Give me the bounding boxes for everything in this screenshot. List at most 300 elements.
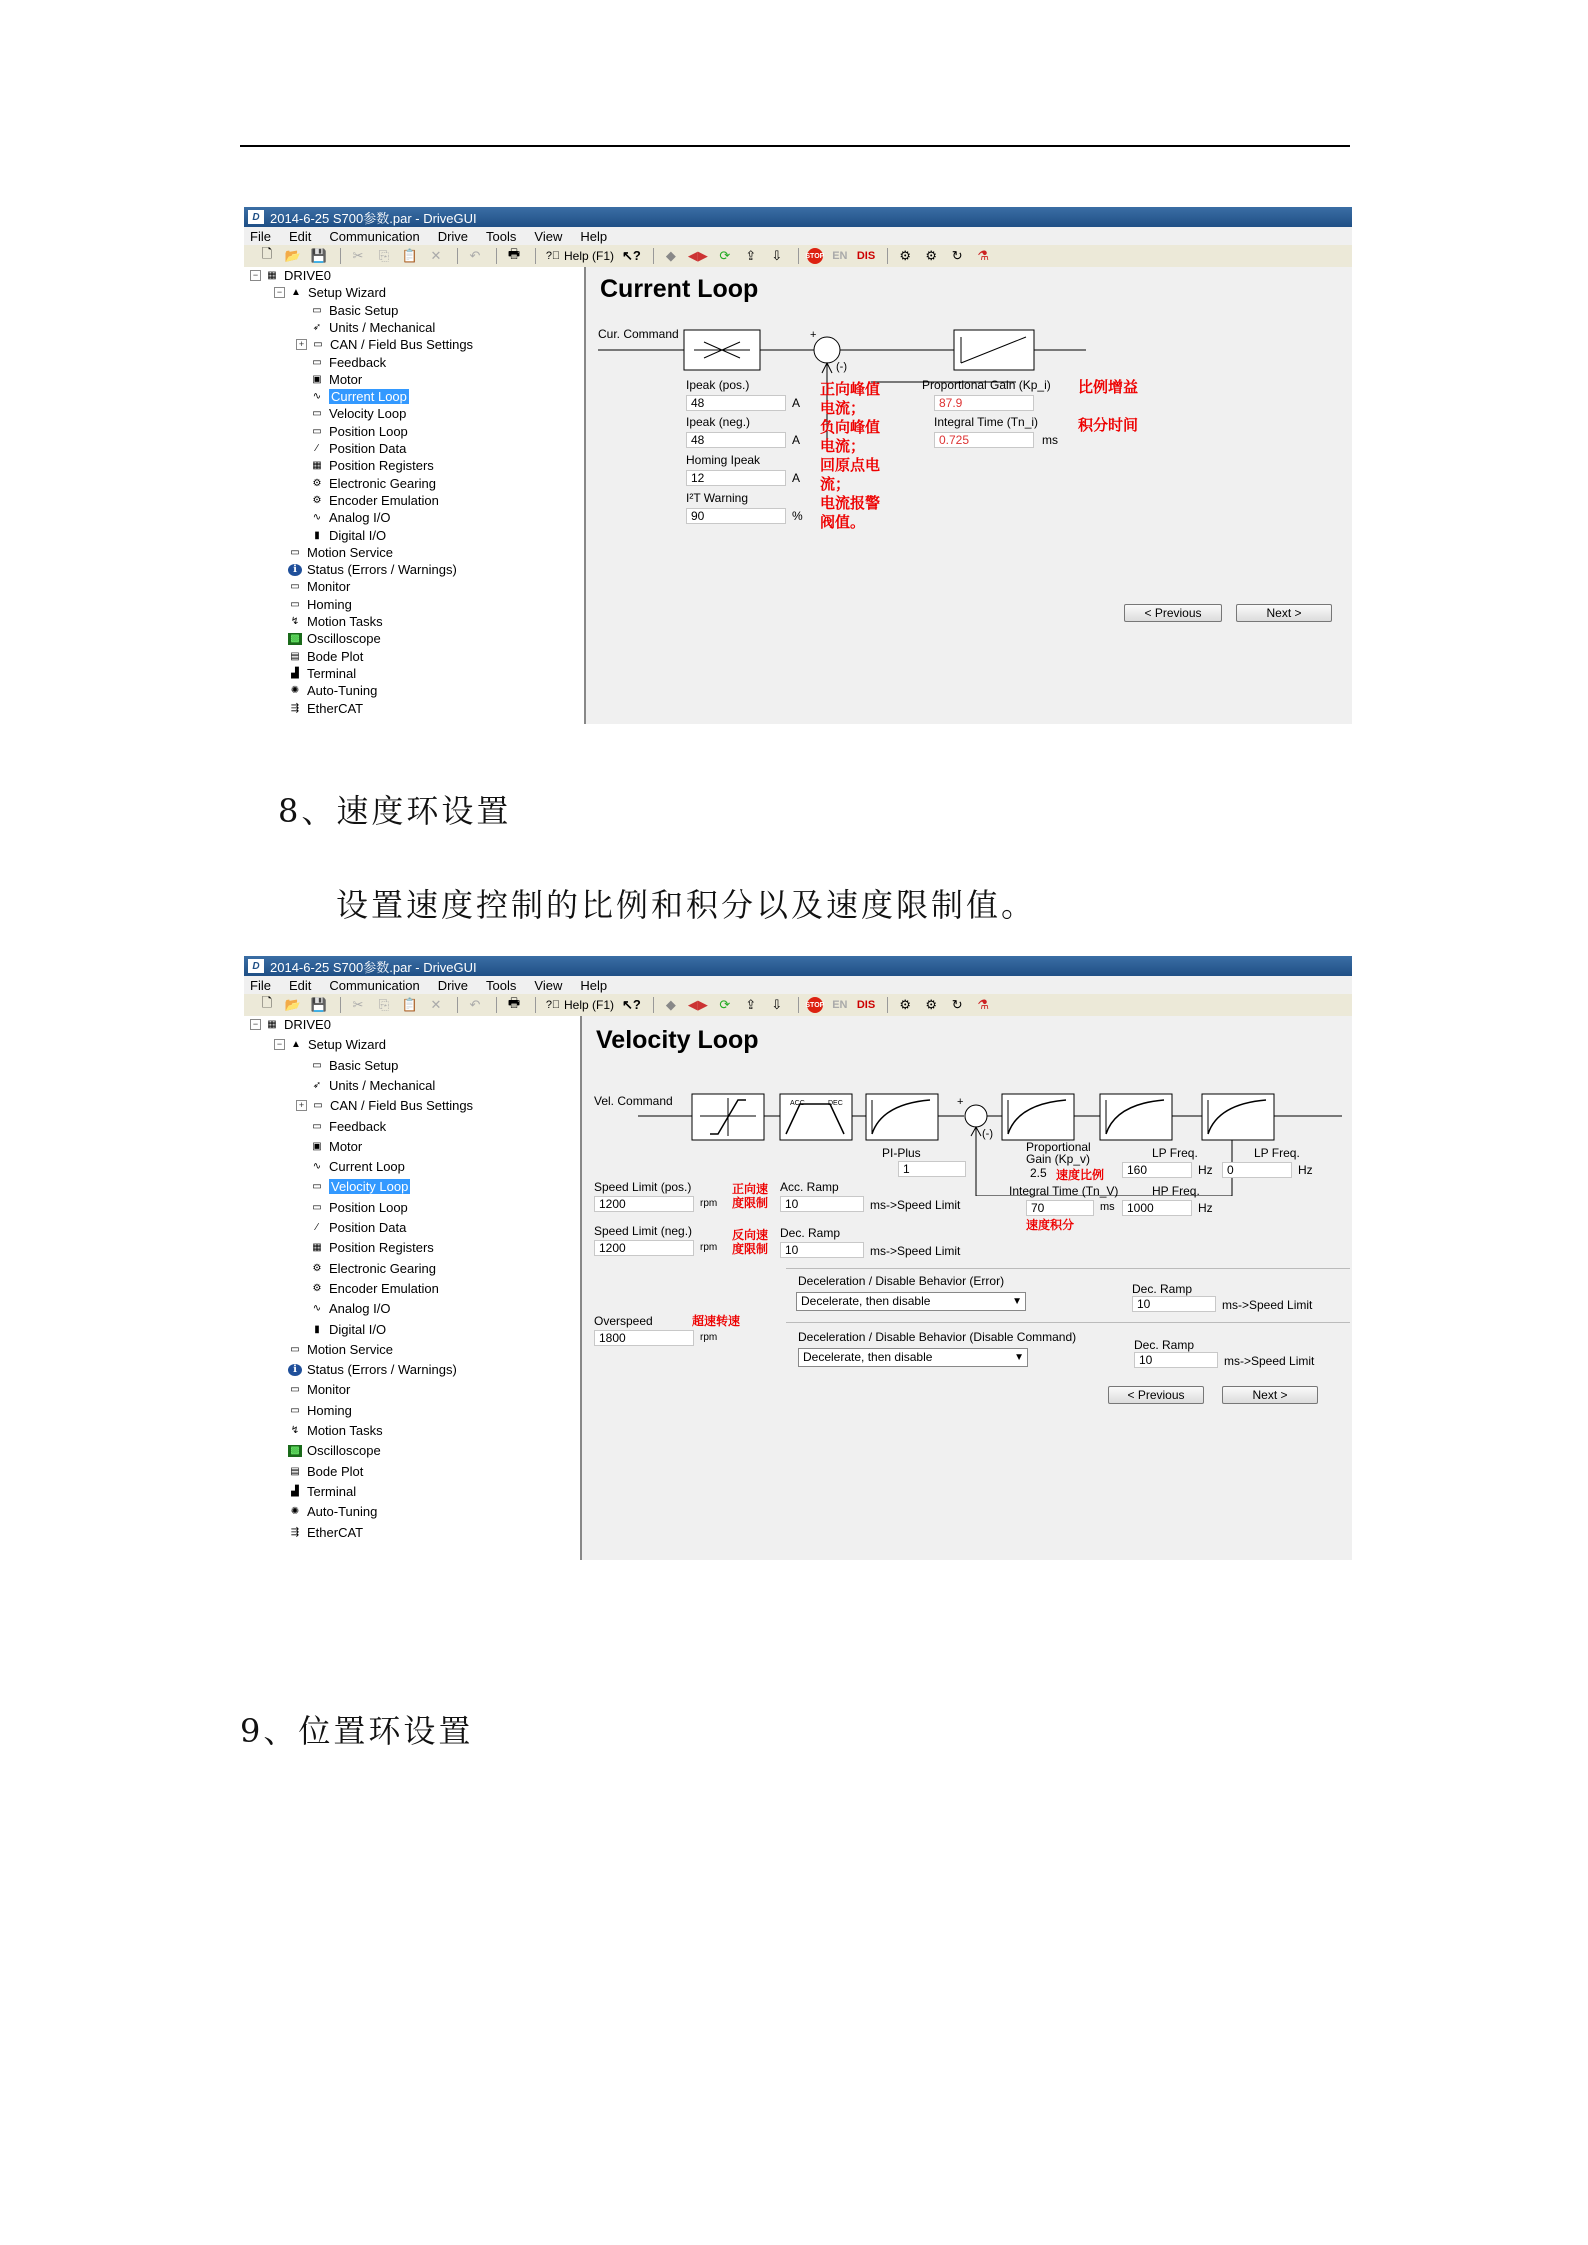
pencil-icon: ∕ [316,1222,318,1233]
tree-item-label: Monitor [307,1382,351,1398]
help-icon[interactable]: ?⃞ [545,250,561,262]
tree-item-monitor[interactable] [288,578,350,595]
toolbar-separator [653,997,654,1013]
disable-button[interactable]: DIS [856,999,876,1011]
page-icon: ▭ [312,1181,322,1193]
copy-icon[interactable]: ⎘ [378,997,390,1012]
disconnect-icon[interactable]: ◀▶ [687,997,708,1012]
tree-item-motor[interactable] [310,1138,362,1155]
analog-icon: ∿ [312,512,322,524]
acc-ramp-field[interactable]: 10 [780,1196,864,1212]
page-header-rule [240,145,1350,147]
decel-error-select[interactable]: Decelerate, then disable ▼ [796,1292,1026,1311]
tree-item-motor[interactable] [310,371,362,388]
print-icon[interactable]: 🖶 [507,246,521,261]
tree-item-label: Homing [307,596,352,612]
motion-tasks-icon: ↯ [290,1425,300,1436]
connect-icon[interactable]: ◆ [665,997,676,1012]
tree-item-terminal[interactable] [288,665,356,682]
upload-icon[interactable]: ⇪ [745,248,757,263]
decel-error-ramp-unit: ms->Speed Limit [1222,1298,1313,1312]
menu-tools[interactable]: Tools [486,977,517,993]
tree-item-units-mechanical[interactable] [310,319,435,336]
tree-item-label: Oscilloscope [307,631,381,647]
lp-freq-2-unit: Hz [1298,1163,1313,1177]
tree-item-label: Encoder Emulation [329,492,439,508]
download-icon[interactable]: ⇩ [771,248,783,263]
info-icon: ℹ [288,564,302,576]
tree-item-label: Setup Wizard [308,1037,387,1053]
tree-item-basic-setup[interactable] [310,1057,398,1074]
stop-icon[interactable]: STOP [807,248,823,264]
page-icon: ▭ [290,546,300,558]
menu-edit[interactable]: Edit [288,228,312,244]
flask-icon[interactable]: ⚗ [977,997,990,1012]
tree-item-motion-service[interactable] [288,544,393,561]
tree-item-label: Basic Setup [329,1057,399,1073]
tree-item-position-loop[interactable] [310,423,408,440]
tree-item-ethercat[interactable] [288,1524,363,1541]
tree-item-motion-tasks[interactable] [288,613,383,630]
overspeed-field[interactable]: 1800 [594,1330,694,1346]
motor-stop-icon[interactable]: ⚙ [925,997,938,1012]
dec-ramp-unit: ms->Speed Limit [870,1244,961,1258]
tree-item-label: Status (Errors / Warnings) [307,562,457,578]
bode-plot-icon: ▤ [290,1465,300,1477]
menu-file[interactable]: File [250,977,271,993]
tree-item-status-errors-warnings[interactable] [288,561,457,578]
tree-item-label: Motion Service [307,544,393,560]
tree-item-units-mechanical[interactable] [310,1077,435,1094]
tree-item-position-loop[interactable] [310,1199,408,1216]
tree-item-current-loop[interactable] [310,1158,405,1175]
tree-item-feedback[interactable] [310,1118,386,1135]
undo-icon[interactable]: ↶ [469,248,481,263]
tree-item-label: Terminal [307,665,357,681]
menu-drive[interactable]: Drive [437,977,469,993]
wizard-icon: ▲ [291,287,301,299]
tree-item-label: Motion Service [307,1341,393,1357]
open-folder-icon[interactable]: 📂 [284,997,302,1012]
motor-icon: ▣ [312,373,322,385]
cut-icon[interactable]: ✂ [352,997,364,1012]
refresh-icon[interactable]: ⟳ [719,997,731,1012]
terminal-icon: ▟ [291,1485,299,1497]
stop-icon[interactable]: STOP [807,997,823,1013]
annotation-kp-v: 速度比例 [1056,1168,1105,1182]
annotation-kp: 比例增益 [1078,379,1139,396]
tree-item-position-registers[interactable] [310,457,434,474]
previous-button[interactable]: < Previous [1108,1386,1204,1404]
page-icon: ▭ [312,1059,322,1071]
ipeak-neg-label: Ipeak (neg.) [686,415,751,429]
next-button[interactable]: Next > [1236,604,1332,622]
auto-tuning-icon: ✺ [290,1506,300,1518]
toolbar-separator [457,248,458,264]
disable-button[interactable]: DIS [856,250,876,262]
summing-minus-label: (-) [982,1128,993,1140]
tn-v-label: Integral Time (Tn_V) [1009,1184,1119,1198]
tree-item-basic-setup[interactable] [310,302,398,319]
monitor-icon: ▭ [290,1384,300,1396]
tree-item-homing[interactable] [288,596,352,613]
kp-i-field[interactable]: 87.9 [934,395,1034,411]
page-icon: ▭ [312,356,322,368]
window-title-bar [244,956,1352,976]
tree-item-label: Digital I/O [329,1321,387,1337]
homing-ipeak-label: Homing Ipeak [686,453,761,467]
context-help-icon[interactable]: ↖? [622,997,641,1012]
cur-command-label: Cur. Command [598,327,679,341]
drive-icon: ▦ [267,1019,277,1030]
annotation-speed-neg: 反向速 度限制 [732,1228,769,1256]
tree-root-drive[interactable] [250,267,331,284]
tree-item-electronic-gearing[interactable] [310,475,436,492]
speed-limit-neg-field[interactable]: 1200 [594,1240,694,1256]
new-file-icon[interactable]: 🗋 [261,246,273,261]
tree-item-homing[interactable] [288,1402,352,1419]
window-title: 2014-6-25 S700参数.par - DriveGUI [270,210,477,226]
menu-help[interactable]: Help [580,977,608,993]
decel-disable-select[interactable]: Decelerate, then disable ▼ [798,1348,1028,1367]
section-8-heading: 8、速度环设置 [278,792,512,830]
tree-item-auto-tuning[interactable] [288,682,377,699]
monitor-icon: ▭ [290,581,300,593]
tree-expander-icon[interactable]: − [250,270,261,281]
tn-i-field[interactable]: 0.725 [934,432,1034,448]
kp-v-field[interactable]: 2.5 [1030,1166,1047,1180]
tree-item-label: Electronic Gearing [329,1260,436,1276]
tree-item-terminal[interactable] [288,1483,356,1500]
save-icon[interactable]: 💾 [310,248,328,263]
encoder-icon: ⚙ [312,494,322,506]
drivegui-window-velocity-loop [244,956,1352,1560]
tree-item-position-data[interactable] [310,1219,406,1236]
ethercat-icon: ⇶ [290,702,300,714]
tree-item-label: Bode Plot [307,1463,364,1479]
menu-bar [244,227,1352,245]
tree-item-label: Electronic Gearing [329,475,436,491]
decel-disable-ramp-unit: ms->Speed Limit [1224,1354,1315,1368]
tree-item-motion-service[interactable] [288,1341,393,1358]
help-button[interactable]: Help (F1) [564,249,615,263]
tree-item-velocity-loop[interactable] [310,1178,410,1195]
page-icon: ▭ [312,408,322,420]
new-file-icon[interactable]: 🗋 [261,995,273,1010]
tree-item-label: Digital I/O [329,527,387,543]
tree-item-label: Current Loop [331,389,407,405]
toolbar-separator [340,997,341,1013]
bode-plot-icon: ▤ [290,650,300,662]
menu-communication[interactable]: Communication [329,977,420,993]
tree-item-analog-i-o[interactable] [310,1300,390,1317]
chevron-down-icon: ▼ [1012,1296,1022,1307]
window-title: 2014-6-25 S700参数.par - DriveGUI [270,959,477,975]
tn-i-label: Integral Time (Tn_i) [934,415,1039,429]
delete-icon[interactable]: ✕ [430,248,442,263]
page-title: Velocity Loop [596,1026,759,1054]
drive-tree [244,267,586,724]
tree-item-label: Position Data [329,1220,407,1235]
tree-expander-icon[interactable]: + [296,339,307,350]
network-icon: ▭ [313,339,323,351]
group-divider [786,1322,1350,1323]
summing-plus-label: + [957,1096,964,1108]
dec-label: DEC [828,1100,843,1107]
summing-minus-label: (-) [836,361,847,373]
toolbar-separator [887,997,888,1013]
menu-view[interactable]: View [534,977,563,993]
enable-button[interactable]: EN [832,250,848,262]
drivegui-app-icon: D [248,210,264,224]
flask-icon[interactable]: ⚗ [977,248,990,263]
tree-item-can-field-bus-settings[interactable] [296,336,473,353]
tree-item-motion-tasks[interactable] [288,1422,383,1439]
menu-communication[interactable]: Communication [329,228,420,244]
tree-item-feedback[interactable] [310,354,386,371]
vel-command-label: Vel. Command [594,1094,673,1108]
annotation-current-limits: 正向峰值 电流； 负向峰值 电流； 回原点电 流； 电流报警 阀值。 [820,381,881,531]
tree-item-label: DRIVE0 [284,1017,331,1032]
open-folder-icon[interactable]: 📂 [284,248,302,263]
paste-icon[interactable]: 📋 [401,248,419,263]
tree-item-position-data[interactable] [310,440,406,457]
annotation-tn-v: 速度积分 [1026,1218,1075,1232]
tree-item-label: Monitor [307,579,351,595]
toolbar-separator [653,248,654,264]
pencil-icon: ∕ [316,443,318,454]
menu-drive[interactable]: Drive [437,228,469,244]
ipeak-pos-label: Ipeak (pos.) [686,378,750,392]
tree-item-current-loop[interactable] [310,388,409,405]
group-divider [786,1268,1350,1269]
motor-jog-icon[interactable]: ⚙ [899,248,912,263]
tree-item-label: Encoder Emulation [329,1280,439,1296]
speed-limit-pos-label: Speed Limit (pos.) [594,1180,692,1194]
toolbar-separator [340,248,341,264]
tree-item-label: Velocity Loop [331,1179,409,1195]
tree-item-digital-i-o[interactable] [310,527,386,544]
tn-v-field[interactable]: 70 [1026,1200,1094,1216]
kp-i-label: Proportional Gain (Kp_i) [922,378,1051,392]
toolbar-separator [496,997,497,1013]
lp-freq-1-label: LP Freq. [1152,1146,1198,1160]
toolbar [244,245,1352,268]
tree-item-label: Position Loop [329,423,408,439]
page-icon: ▭ [312,1201,322,1213]
enable-button[interactable]: EN [832,999,848,1011]
overspeed-label: Overspeed [594,1314,653,1328]
previous-button[interactable]: < Previous [1124,604,1222,622]
acc-label: ACC [790,1100,805,1107]
tree-item-label: Motor [329,371,363,387]
tree-item-label: Units / Mechanical [329,319,436,335]
delete-icon[interactable]: ✕ [430,997,442,1012]
homing-ipeak-field[interactable]: 12 [686,470,786,486]
connect-icon[interactable]: ◆ [665,248,676,263]
kp-v-label-1: Proportional [1026,1140,1091,1154]
tree-item-label: Status (Errors / Warnings) [307,1362,457,1378]
page-icon: ▭ [312,425,322,437]
register-icon: ▦ [312,460,322,472]
print-icon[interactable]: 🖶 [507,995,521,1010]
tree-item-digital-i-o[interactable] [310,1321,386,1338]
kp-v-label-2: Gain (Kp_v) [1026,1152,1091,1166]
ethercat-icon: ⇶ [290,1526,300,1538]
tree-item-label: Units / Mechanical [329,1077,436,1093]
tree-expander-icon[interactable]: + [296,1100,307,1111]
motion-tasks-icon: ↯ [290,616,300,627]
menu-edit[interactable]: Edit [288,977,312,993]
decel-error-ramp-field[interactable]: 10 [1132,1296,1216,1312]
wizard-icon: ▲ [291,1039,301,1051]
tree-item-label: Motion Tasks [307,614,383,629]
ruler-icon: ➶ [312,1079,322,1091]
tree-expander-icon[interactable]: − [274,287,285,298]
menu-help[interactable]: Help [580,228,608,244]
help-icon[interactable]: ?⃞ [545,999,561,1011]
toolbar-separator [496,248,497,264]
reset-icon[interactable]: ↻ [951,248,963,263]
lp-freq-2-field[interactable]: 0 [1222,1162,1292,1178]
help-button[interactable]: Help (F1) [564,998,615,1012]
tree-item-encoder-emulation[interactable] [310,1280,439,1297]
tree-item-label: Position Loop [329,1199,408,1215]
reset-icon[interactable]: ↻ [951,997,963,1012]
next-button[interactable]: Next > [1222,1386,1318,1404]
ruler-icon: ➶ [312,321,322,333]
tree-expander-icon[interactable]: − [274,1039,285,1050]
decel-error-ramp-label: Dec. Ramp [1132,1282,1193,1296]
undo-icon[interactable]: ↶ [469,997,481,1012]
tree-item-label: Feedback [329,354,387,370]
toolbar-separator [535,248,536,264]
page-icon: ▭ [290,1404,300,1416]
overspeed-unit: rpm [700,1332,718,1343]
tree-item-label: Position Registers [329,1240,434,1256]
acc-ramp-label: Acc. Ramp [780,1180,839,1194]
tree-item-label: Current Loop [329,1159,405,1175]
tree-item-ethercat[interactable] [288,700,363,717]
page-icon: ▭ [312,304,322,316]
pi-plus-field[interactable]: 1 [898,1161,966,1177]
ipeak-pos-field[interactable]: 48 [686,395,786,411]
speed-limit-neg-label: Speed Limit (neg.) [594,1224,693,1238]
upload-icon[interactable]: ⇪ [745,997,757,1012]
annotation-tn: 积分时间 [1078,417,1139,434]
hp-freq-label: HP Freq. [1152,1184,1200,1198]
drivegui-window-current-loop [244,207,1352,724]
refresh-icon[interactable]: ⟳ [719,248,731,263]
motor-stop-icon[interactable]: ⚙ [925,248,938,263]
tree-root-drive[interactable] [250,1016,331,1033]
tree-expander-icon[interactable]: − [250,1019,261,1030]
current-loop-icon: ∿ [312,1161,322,1173]
encoder-icon: ⚙ [312,1282,322,1294]
speed-limit-neg-unit: rpm [700,1242,718,1253]
i2t-warning-field[interactable]: 90 [686,508,786,524]
tree-item-label: Bode Plot [307,648,364,664]
tree-item-can-field-bus-settings[interactable] [296,1097,473,1114]
tree-item-velocity-loop[interactable] [310,405,406,422]
decel-disable-label: Deceleration / Disable Behavior (Disable Command) [798,1330,1077,1344]
tree-item-label: Motion Tasks [307,1423,383,1438]
dec-ramp-field[interactable]: 10 [780,1242,864,1258]
tree-item-label: Analog I/O [329,510,391,526]
context-help-icon[interactable]: ↖? [622,248,641,263]
tree-item-electronic-gearing[interactable] [310,1260,436,1277]
tree-item-label: Analog I/O [329,1301,391,1317]
save-icon[interactable]: 💾 [310,997,328,1012]
tree-item-oscilloscope[interactable] [288,1442,381,1459]
tree-item-setup-wizard[interactable] [274,284,386,301]
paste-icon[interactable]: 📋 [401,997,419,1012]
menu-bar [244,976,1352,994]
motor-icon: ▣ [312,1140,322,1152]
current-loop-panel [586,267,1352,724]
tree-item-label: Velocity Loop [329,406,407,422]
network-icon: ▭ [313,1100,323,1112]
menu-view[interactable]: View [534,228,563,244]
tree-item-label: Motor [329,1138,363,1154]
hp-freq-field[interactable]: 1000 [1122,1200,1192,1216]
ipeak-neg-field[interactable]: 48 [686,432,786,448]
tree-item-setup-wizard[interactable] [274,1036,386,1053]
current-loop-icon: ∿ [312,391,322,403]
tree-item-label: Basic Setup [329,302,399,318]
tree-item-status-errors-warnings[interactable] [288,1361,457,1378]
tree-item-bode-plot[interactable] [288,648,363,665]
tree-item-label: Position Data [329,441,407,456]
toolbar-separator [457,997,458,1013]
toolbar-separator [887,248,888,264]
motor-jog-icon[interactable]: ⚙ [899,997,912,1012]
oscilloscope-icon: ▩ [288,1445,302,1457]
digital-io-icon: ▮ [314,1323,320,1335]
auto-tuning-icon: ✺ [290,685,300,697]
tree-item-monitor[interactable] [288,1381,350,1398]
decel-disable-ramp-label: Dec. Ramp [1134,1338,1195,1352]
copy-icon[interactable]: ⎘ [378,248,390,263]
cut-icon[interactable]: ✂ [352,248,364,263]
hp-freq-unit: Hz [1198,1201,1213,1215]
oscilloscope-icon: ▩ [288,633,302,645]
tree-item-encoder-emulation[interactable] [310,492,439,509]
tree-item-bode-plot[interactable] [288,1463,363,1480]
disconnect-icon[interactable]: ◀▶ [687,248,708,263]
tree-item-label: Homing [307,1402,352,1418]
tree-item-oscilloscope[interactable] [288,630,381,647]
tree-item-position-registers[interactable] [310,1239,434,1256]
speed-limit-pos-unit: rpm [700,1198,718,1209]
tree-item-analog-i-o[interactable] [310,509,390,526]
download-icon[interactable]: ⇩ [771,997,783,1012]
tree-item-auto-tuning[interactable] [288,1503,377,1520]
speed-limit-pos-field[interactable]: 1200 [594,1196,694,1212]
menu-tools[interactable]: Tools [486,228,517,244]
ipeak-neg-unit: A [792,433,801,447]
tree-item-label: CAN / Field Bus Settings [330,337,474,353]
digital-io-icon: ▮ [314,529,320,541]
window-title-bar [244,207,1352,227]
decel-disable-ramp-field[interactable]: 10 [1134,1352,1218,1368]
gear-icon: ⚙ [312,1262,322,1274]
lp-freq-1-field[interactable]: 160 [1122,1162,1192,1178]
page-icon: ▭ [312,1120,322,1132]
tree-item-label: Auto-Tuning [307,683,378,699]
toolbar-separator [798,997,799,1013]
menu-file[interactable]: File [250,228,271,244]
